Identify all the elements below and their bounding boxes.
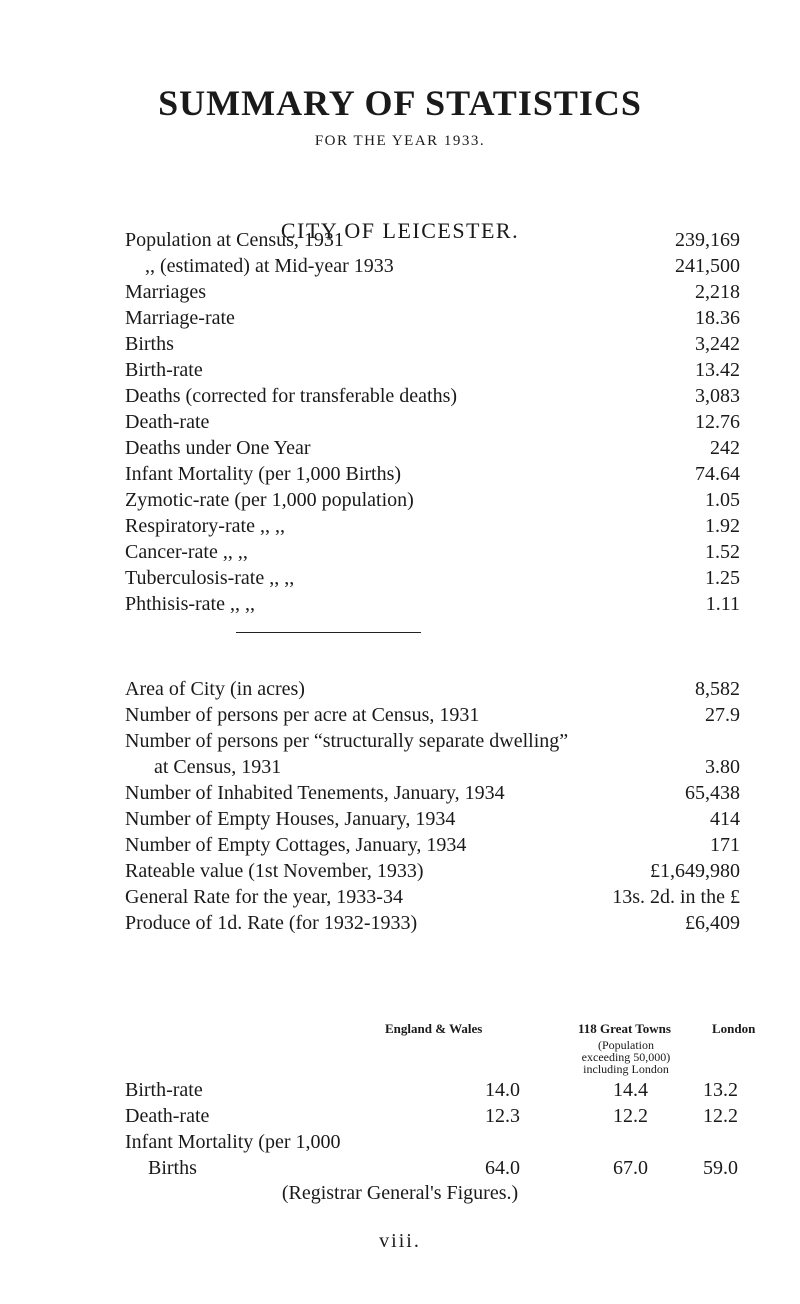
stat-label: Zymotic-rate (per 1,000 population) [125,489,414,511]
comparison-label: Births [148,1157,197,1179]
comparison-value-england: 12.3 [485,1105,520,1127]
stat-value: 1.05 [705,489,740,511]
stat-row [125,253,740,279]
section-divider [236,632,421,633]
stat-label: at Census, 1931 [154,756,282,778]
column-header-towns: 118 Great Towns [578,1021,671,1036]
column-header-towns-note: including London [583,1062,669,1076]
stat-label: Death-rate [125,411,210,433]
stat-value: 414 [710,808,740,830]
comparison-value-london: 13.2 [703,1079,738,1101]
page-title: SUMMARY OF STATISTICS [158,83,642,123]
stat-value: 242 [710,437,740,459]
stat-value: 13s. 2d. in the £ [612,886,740,908]
stat-value: 241,500 [675,255,740,277]
stat-label: Tuberculosis-rate ,, ,, [125,567,295,589]
stat-label: Marriages [125,281,207,303]
column-header-towns-note: exceeding 50,000) [581,1050,671,1064]
comparison-value-towns: 12.2 [613,1105,648,1127]
stat-value: £1,649,980 [650,860,740,882]
column-header-london: London [712,1021,756,1036]
stat-label: Infant Mortality (per 1,000 Births) [125,463,402,485]
stat-row [125,591,740,617]
comparison-label: Birth-rate [125,1079,203,1101]
page-subtitle: FOR THE YEAR 1933. [314,133,486,149]
stat-label: Number of persons per “structurally separate dwelling” [125,730,569,752]
stat-label: Marriage-rate [125,307,235,329]
stat-row [125,383,740,409]
stat-label: Cancer-rate ,, ,, [125,541,248,563]
stat-label: Population at Census, 1931 [125,229,344,251]
stat-value: 3.80 [705,756,740,778]
stat-label: Rateable value (1st November, 1933) [125,860,424,882]
stat-label: Number of Inhabited Tenements, January, 1934 [125,782,505,804]
stat-row [125,513,740,539]
column-header-england: England & Wales [385,1021,483,1036]
stat-label: Area of City (in acres) [125,678,305,700]
comparison-value-towns: 67.0 [613,1157,648,1179]
comparison-label: Infant Mortality (per 1,000 [125,1131,341,1153]
stat-value: £6,409 [685,912,740,934]
stat-row [125,728,740,754]
stat-row [125,461,740,487]
stat-label: Birth-rate [125,359,203,381]
stat-value: 1.52 [705,541,740,563]
stat-value: 171 [710,834,740,856]
stat-value: 13.42 [695,359,740,381]
stat-value: 27.9 [705,704,740,726]
stat-row [125,331,740,357]
stat-label: General Rate for the year, 1933-34 [125,886,403,908]
stat-value: 8,582 [695,678,740,700]
stat-label: Produce of 1d. Rate (for 1932-1933) [125,912,418,934]
stat-value: 12.76 [695,411,740,433]
stat-value: 74.64 [695,463,740,485]
stat-row [125,435,740,461]
stat-row [125,409,740,435]
comparison-value-towns: 14.4 [613,1079,648,1101]
comparison-label: Death-rate [125,1105,210,1127]
stat-label: Number of Empty Cottages, January, 1934 [125,834,467,856]
stat-label: Number of persons per acre at Census, 1931 [125,704,480,726]
stat-value: 18.36 [695,307,740,329]
comparison-note: (Registrar General's Figures.) [281,1182,519,1204]
stat-row [125,884,740,910]
stat-row [125,227,740,253]
stat-value: 1.11 [705,593,740,615]
stat-row [125,487,740,513]
page-number: viii. [379,1230,421,1252]
stat-value: 65,438 [685,782,740,804]
stat-row [125,305,740,331]
comparison-value-england: 14.0 [485,1079,520,1101]
stat-value: 239,169 [675,229,740,251]
stat-label: Respiratory-rate ,, ,, [125,515,285,537]
stat-row [125,858,740,884]
stat-value: 3,083 [695,385,740,407]
stat-row [125,806,740,832]
stat-row [125,676,740,702]
stat-row [125,780,740,806]
stat-value: 1.92 [705,515,740,537]
stat-label: Phthisis-rate ,, ,, [125,593,255,615]
stat-value: 3,242 [695,333,740,355]
comparison-value-england: 64.0 [485,1157,520,1179]
stat-value: 2,218 [695,281,740,303]
stat-row [125,565,740,591]
stat-row [125,910,740,936]
stat-label: Deaths under One Year [125,437,311,459]
stat-label: ,, (estimated) at Mid-year 1933 [145,255,394,277]
stat-row [125,279,740,305]
stat-label: Births [125,333,174,355]
stat-row [125,702,740,728]
stat-value: 1.25 [705,567,740,589]
stat-row [125,357,740,383]
comparison-value-london: 12.2 [703,1105,738,1127]
stat-label: Number of Empty Houses, January, 1934 [125,808,456,830]
city-heading: CITY OF LEICESTER. [280,218,520,243]
comparison-value-london: 59.0 [703,1157,738,1179]
stat-label: Deaths (corrected for transferable deaths) [125,385,458,407]
column-header-towns-note: (Population [598,1038,654,1052]
stat-row [125,832,740,858]
stat-row [125,539,740,565]
stat-row [125,754,740,780]
